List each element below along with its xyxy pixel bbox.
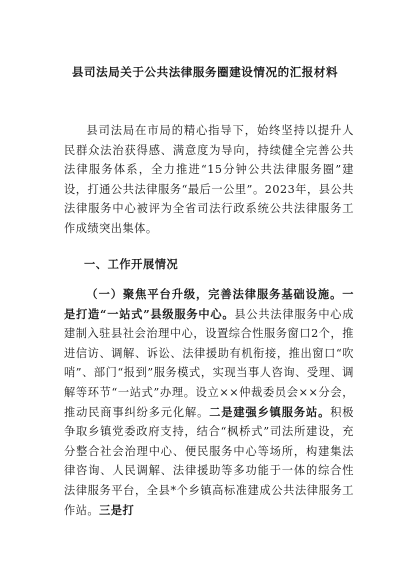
intro-paragraph [64,121,354,239]
section-heading: 一、工作开展情况 [84,257,179,271]
point-3-label: 三是打 [99,502,135,517]
intro-text: 县司法局在市局的精心指导下，始终坚持以提升人民群众法治获得感、满意度为导向，持续健全完善公共法律服务体系，全力推进“15分钟公共法律服务圈”建设，打通公共法律服务“最后一公里”。2023年，县公共法律服务中心被评为全省司法行政系统公共法律服务工作成绩突出集体。 [64,124,354,235]
point-1-text: 县公共法律服务中心成建制入驻县社会治理中心，设置综合性服务窗口2个，推进信访、调解、诉讼、法律援助有机衔接，推出窗口“吹哨”、部门“报到”服务模式，实现当事人咨询、受理、调解等环节“一站式”办理。设立××仲裁委员会××分会，推动民商事纠纷多元化解。 [64,307,354,419]
document-title: 县司法局关于公共法律服务圈建设情况的汇报材料 [71,65,339,79]
point-2-text: 积极争取乡镇党委政府支持，结合“枫桥式”司法所建设，充分整合社会治理中心、便民服务中心等场所，构建集法律咨询、人民调解、法律援助等多功能于一体的综合性法律服务平台，全县*个乡镇高标准建成公共法律服务工作站。 [64,405,354,517]
subsection-lead: （一）聚焦平台升级，完善法律服务基础设施。 [86,287,343,301]
point-1-label: 一是打造“一站式”县级服务中心。 [64,287,354,321]
point-2-label: 二是建强乡镇服务站。 [209,404,331,419]
body-paragraph [64,285,354,520]
